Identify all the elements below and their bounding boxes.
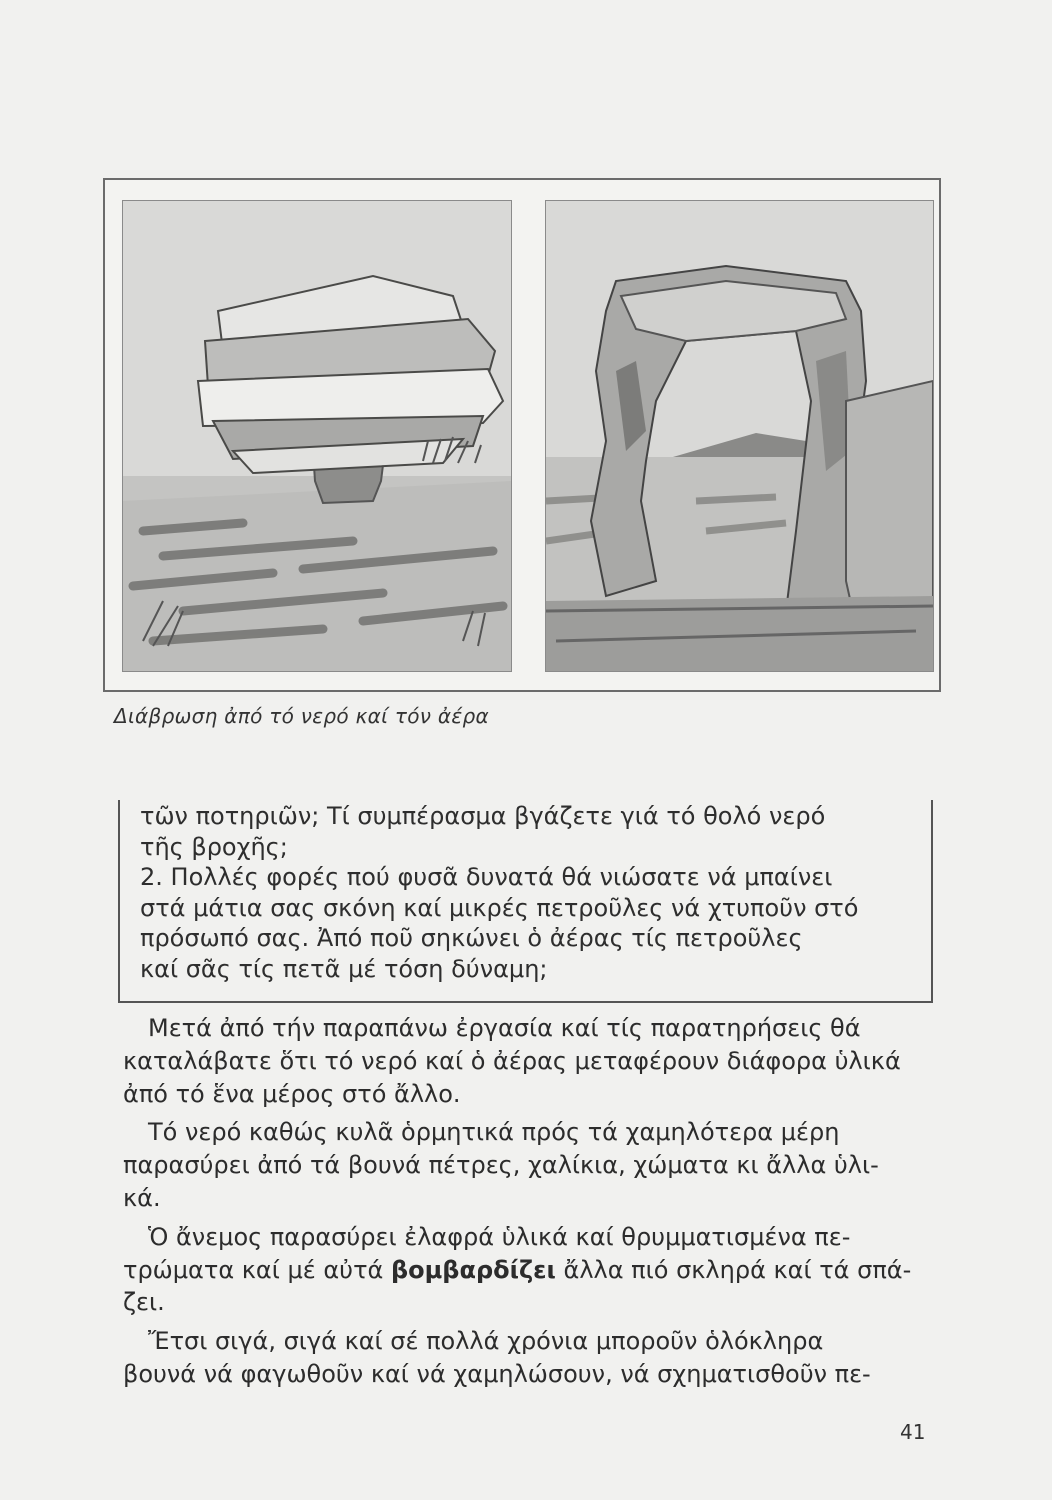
text-line: Ὁ ἄνεμος παρασύρει ἐλαφρά ὑλικά καί θρυμματισμένα πε-: [148, 1222, 851, 1251]
body-text: [123, 1012, 943, 1391]
text-line: Ἔτσι σιγά, σιγά καί σέ πολλά χρόνια μποροῦν ὁλόκληρα: [148, 1327, 824, 1356]
text-line: ἀπό τό ἕνα μέρος στό ἄλλο.: [123, 1079, 461, 1108]
exercise-line: τῶν ποτηριῶν; Τί συμπέρασμα βγάζετε γιά τό θολό νερό: [140, 802, 826, 830]
exercise-box: [118, 800, 933, 1003]
text-line: βουνά νά φαγωθοῦν καί νά χαμηλώσουν, νά σχηματισθοῦν πε-: [123, 1359, 871, 1388]
exercise-line: καί σᾶς τίς πετᾶ μέ τόση δύναμη;: [140, 954, 548, 983]
figure-caption: Διάβρωση ἀπό τό νερό καί τόν ἀέρα: [114, 704, 489, 728]
rock-arch-painting: [545, 200, 934, 672]
text-line: κά.: [123, 1183, 161, 1212]
exercise-line: 2. Πολλές φορές πού φυσᾶ δυνατά θά νιώσατε νά μπαίνει: [140, 863, 833, 891]
paragraph-4: [123, 1325, 943, 1391]
balanced-rock-painting: [122, 200, 512, 672]
exercise-line: πρόσωπό σας. Ἀπό ποῦ σηκώνει ὁ ἀέρας τίς πετροῦλες: [140, 924, 803, 952]
paragraph-3: [123, 1221, 943, 1319]
exercise-line: τῆς βροχῆς;: [140, 832, 288, 861]
bold-term: βομβαρδίζει: [390, 1255, 556, 1284]
text-line: καταλάβατε ὅτι τό νερό καί ὁ ἀέρας μεταφέρουν διάφορα ὑλικά: [123, 1046, 901, 1075]
exercise-line: στά μάτια σας σκόνη καί μικρές πετροῦλες νά χτυποῦν στό: [140, 893, 859, 922]
paragraph-1: [123, 1012, 943, 1110]
illustration-frame: [103, 178, 941, 692]
text-segment: ἄλλα πιό σκληρά καί τά σπά-: [555, 1255, 912, 1284]
text-segment: τρώματα καί μέ αὐτά: [123, 1255, 391, 1284]
text-line: Τό νερό καθώς κυλᾶ ὁρμητικά πρός τά χαμηλότερα μέρη: [148, 1118, 840, 1147]
page-number: 41: [900, 1420, 926, 1444]
text-line: παρασύρει ἀπό τά βουνά πέτρες, χαλίκια, χώματα κι ἄλλα ὑλι-: [123, 1151, 879, 1180]
text-line: Μετά ἀπό τήν παραπάνω ἐργασία καί τίς παρατηρήσεις θά: [148, 1014, 861, 1042]
paragraph-2: [123, 1116, 943, 1214]
text-line: ζει.: [123, 1288, 165, 1317]
text-line: [123, 1254, 943, 1287]
